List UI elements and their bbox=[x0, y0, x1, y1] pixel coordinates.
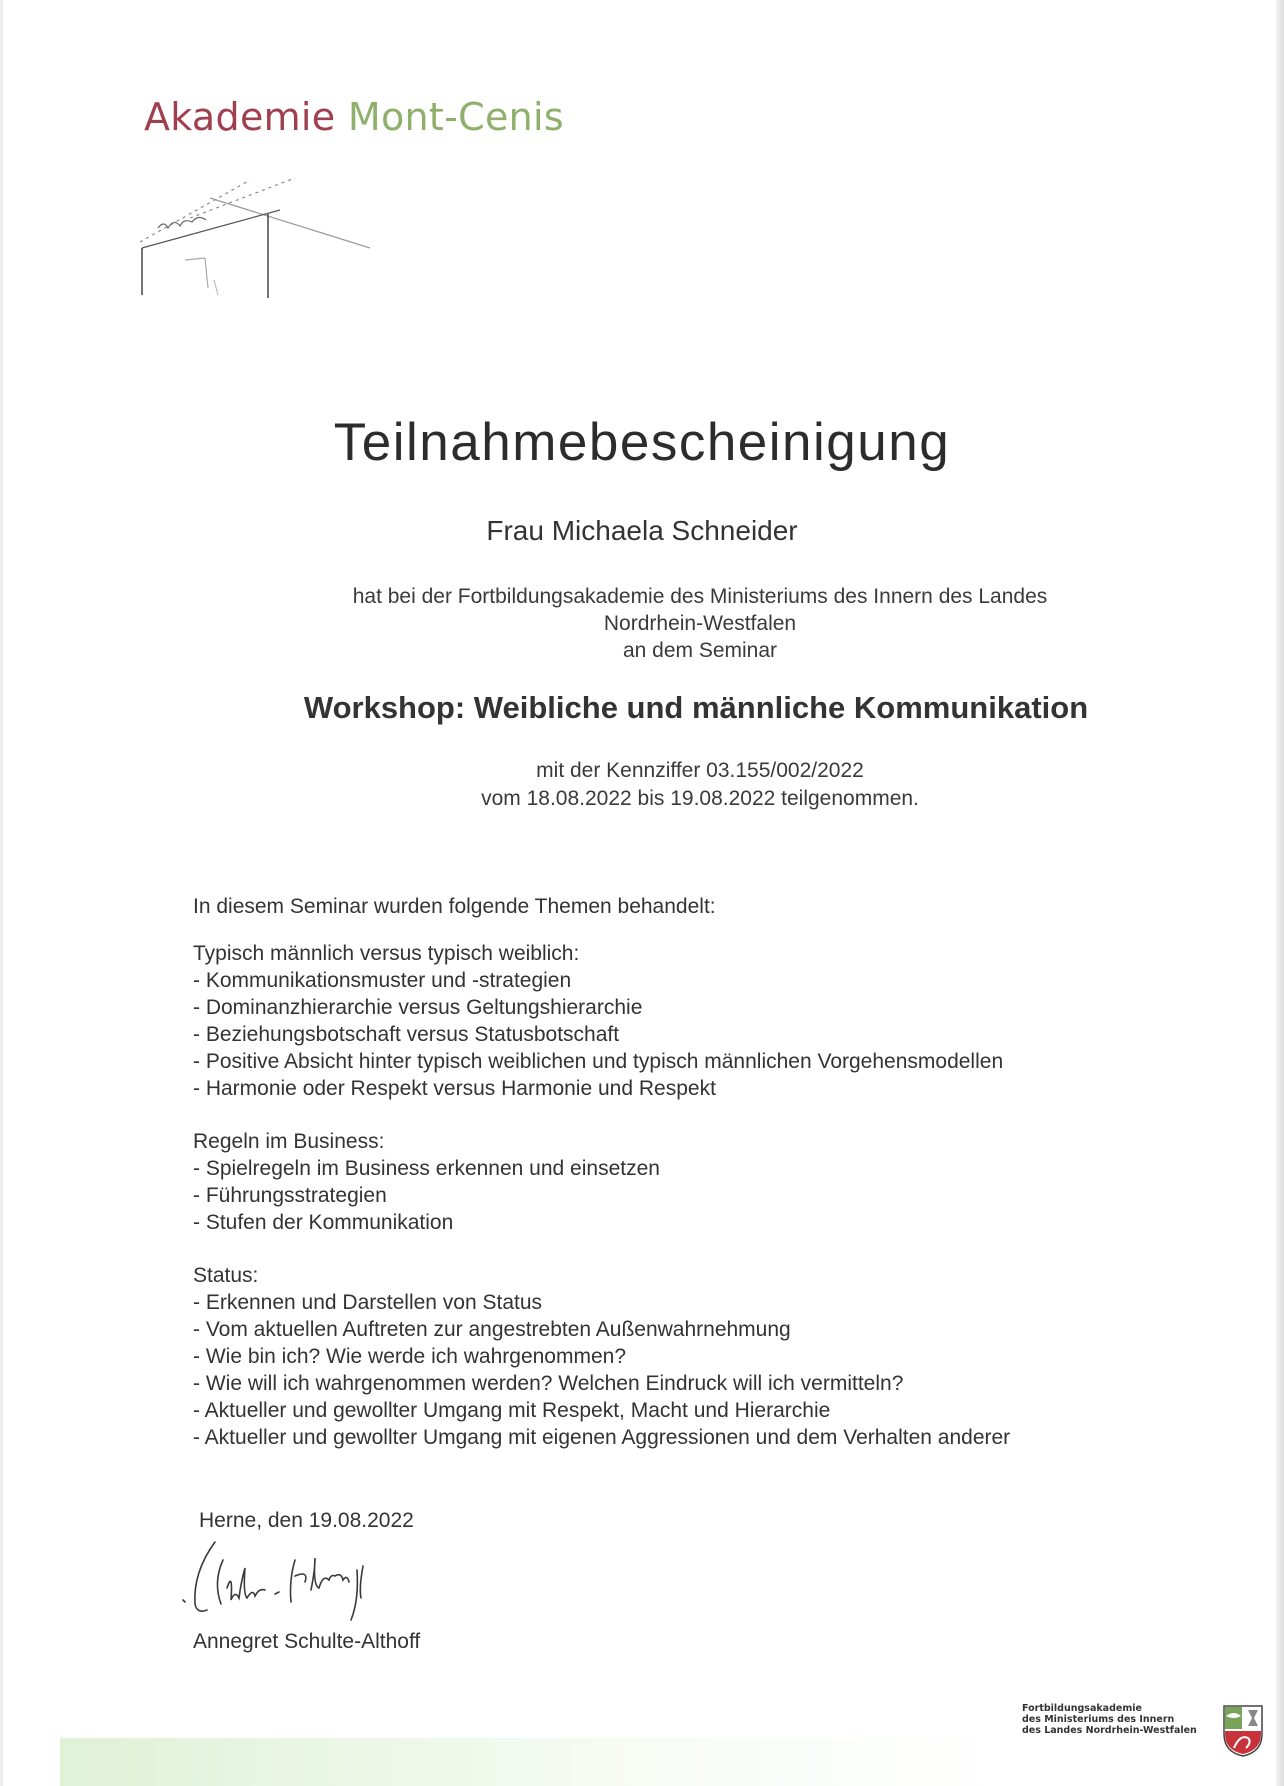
topic-item: - Dominanzhierarchie versus Geltungshierarchie bbox=[193, 996, 643, 1019]
topic-item: - Aktueller und gewollter Umgang mit Respekt, Macht und Hierarchie bbox=[193, 1399, 831, 1422]
recipient-name: Frau Michaela Schneider bbox=[486, 515, 798, 546]
topics-intro: In diesem Seminar wurden folgende Themen behandelt: bbox=[193, 895, 716, 918]
logo-word-akademie: Akademie bbox=[144, 95, 336, 139]
document-title: Teilnahmebescheinigung bbox=[333, 413, 951, 472]
topic-item: - Positive Absicht hinter typisch weiblichen und typisch männlichen Vorgehensmodellen bbox=[193, 1050, 1004, 1073]
topic-item: - Vom aktuellen Auftreten zur angestrebten Außenwahrnehmung bbox=[193, 1318, 791, 1341]
page-left-edge bbox=[0, 0, 3, 1786]
topic-item: - Erkennen und Darstellen von Status bbox=[193, 1291, 543, 1314]
footer-line: Fortbildungsakademie bbox=[1022, 1703, 1142, 1714]
section-heading: Typisch männlich versus typisch weiblich: bbox=[193, 942, 580, 965]
topic-item: - Beziehungsbotschaft versus Statusbotschaft bbox=[193, 1023, 620, 1046]
page-right-edge bbox=[1276, 0, 1284, 1786]
seminar-title: Workshop: Weibliche und männliche Kommunikation bbox=[303, 690, 1089, 725]
topic-section bbox=[193, 940, 1193, 1102]
bottom-green-wash bbox=[60, 1738, 1024, 1786]
seminar-dates: vom 18.08.2022 bis 19.08.2022 teilgenommen. bbox=[481, 787, 919, 810]
topic-item: - Wie bin ich? Wie werde ich wahrgenommen? bbox=[193, 1345, 627, 1368]
section-heading: Status: bbox=[193, 1264, 259, 1287]
intro-line: hat bei der Fortbildungsakademie des Ministeriums des Innern des Landes bbox=[352, 585, 1048, 608]
topic-item: - Kommunikationsmuster und -strategien bbox=[193, 969, 572, 992]
handwritten-signature bbox=[175, 1530, 425, 1630]
topic-section bbox=[193, 1128, 1193, 1236]
signer-name: Annegret Schulte-Althoff bbox=[193, 1630, 421, 1653]
topic-item: - Aktueller und gewollter Umgang mit eigenen Aggressionen und dem Verhalten anderer bbox=[193, 1426, 1011, 1449]
footer-line: des Ministeriums des Innern bbox=[1022, 1714, 1175, 1725]
footer-line: des Landes Nordrhein-Westfalen bbox=[1022, 1725, 1197, 1736]
section-heading: Regeln im Business: bbox=[193, 1130, 385, 1153]
topic-item: - Spielregeln im Business erkennen und einsetzen bbox=[193, 1157, 660, 1180]
topics-block bbox=[193, 893, 1193, 1477]
intro-line: an dem Seminar bbox=[622, 639, 778, 662]
topic-section bbox=[193, 1262, 1193, 1451]
intro-line: Nordrhein-Westfalen bbox=[603, 612, 797, 635]
intro-block bbox=[200, 583, 1200, 664]
academy-logo bbox=[144, 95, 564, 139]
nrw-coat-of-arms-icon bbox=[1222, 1704, 1264, 1758]
topic-item: - Harmonie oder Respekt versus Harmonie und Respekt bbox=[193, 1077, 716, 1100]
place-and-date: Herne, den 19.08.2022 bbox=[199, 1509, 414, 1532]
logo-word-mont-cenis: Mont-Cenis bbox=[347, 95, 564, 139]
seminar-code-block bbox=[200, 757, 1200, 813]
seminar-code: mit der Kennziffer 03.155/002/2022 bbox=[536, 759, 864, 782]
academy-building-sketch-icon bbox=[130, 170, 430, 305]
topic-item: - Stufen der Kommunikation bbox=[193, 1211, 454, 1234]
topic-item: - Führungsstrategien bbox=[193, 1184, 387, 1207]
topic-item: - Wie will ich wahrgenommen werden? Welchen Eindruck will ich vermitteln? bbox=[193, 1372, 904, 1395]
footer-organization bbox=[1022, 1703, 1222, 1736]
